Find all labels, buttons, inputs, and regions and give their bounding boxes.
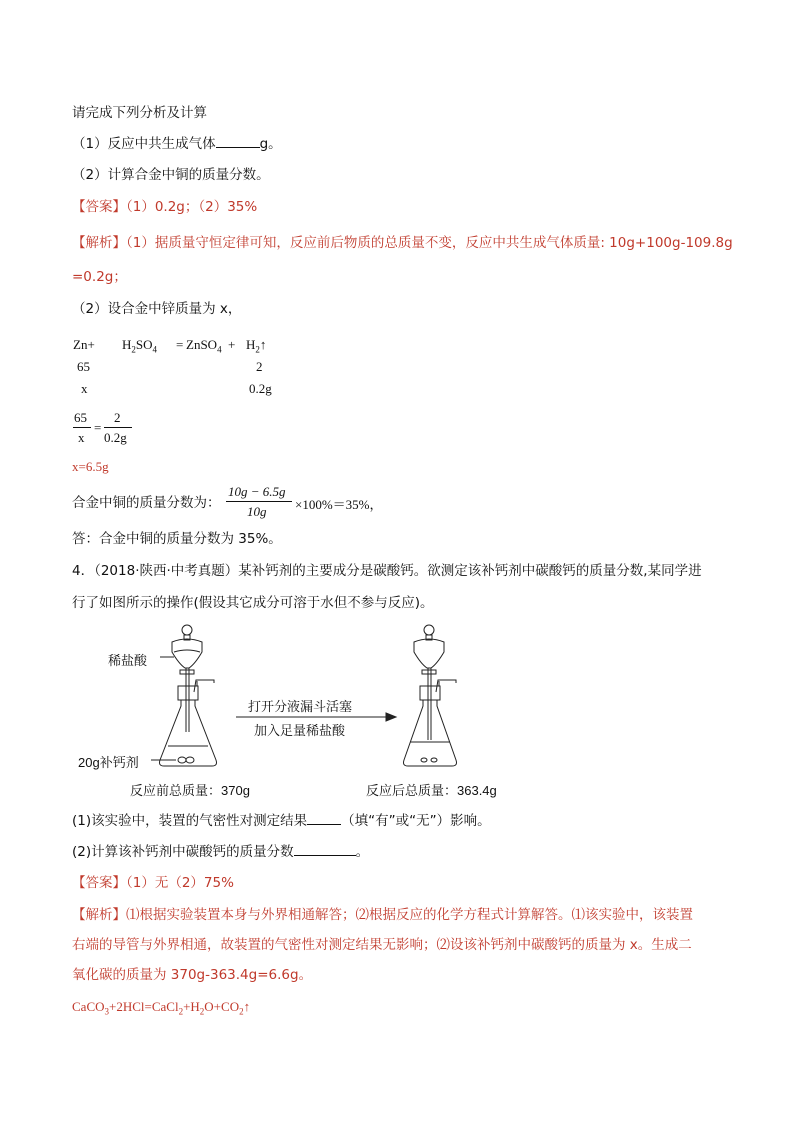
eq-znso4-4: 4 [217, 344, 222, 355]
sub-question-2 [72, 843, 369, 861]
eq-znso4-a: ZnSO [186, 337, 218, 352]
ratio-num2: 2 [114, 410, 121, 425]
sub-question-2-suffix: 。 [355, 844, 370, 860]
left-flask-body [160, 700, 217, 766]
intro-text: 请完成下列分析及计算 [72, 105, 207, 121]
arrow-label-bottom: 加入足量稀盐酸 [254, 723, 346, 738]
step-2-text: （2）设合金中锌质量为 x， [72, 301, 242, 317]
eq-mass-2: 2 [256, 359, 263, 374]
question-1-suffix: g。 [259, 136, 282, 152]
answer-2-text: （1）无（2）75% [126, 875, 234, 891]
fe-b: 3 [104, 1006, 109, 1017]
question-4-line2: 行了如图所示的操作(假设其它成分可溶于水但不参与反应)。 [72, 595, 434, 611]
right-funnel-bulb [414, 639, 444, 668]
right-residue-1 [421, 758, 427, 762]
sub-question-2-prefix: (2)计算该补钙剂中碳酸钙的质量分数 [72, 844, 294, 860]
fe-e: +H [183, 999, 200, 1014]
mass-before: 反应前总质量：370g [130, 783, 250, 798]
analysis-2-line2: 右端的导管与外界相通，故装置的气密性对测定结果无影响；⑵设该补钙剂中碳酸钙的质量为 x。生成二 [72, 937, 692, 953]
analysis-2-text: ⑴根据实验装置本身与外界相通解答；⑵根据反应的化学方程式计算解答。⑴该实验中，该装置 [126, 907, 693, 923]
sub-question-1-suffix: （填“有”或“无”）影响。 [341, 813, 491, 829]
eq-zn: Zn+ [73, 337, 95, 352]
fe-g: O+CO [204, 999, 240, 1014]
eq-plus: + [228, 337, 236, 352]
left-funnel-stopper [182, 625, 192, 635]
fe-i: ↑ [243, 999, 251, 1014]
analysis-text: （1）据质量守恒定律可知，反应前后物质的总质量不变，反应中共生成气体质量: 10g+100g-109.8g [126, 235, 733, 251]
left-funnel-liquid [174, 650, 200, 652]
eq-equals: = [176, 337, 184, 352]
label-sample: 20g补钙剂 [78, 755, 139, 770]
ratio-den1: x [78, 430, 85, 445]
analysis-2-line3: 氧化碳的质量为 370g-363.4g=6.6g。 [72, 967, 313, 983]
copper-suffix: ×100%＝35%， [295, 497, 383, 512]
left-sample-1 [178, 757, 186, 763]
fe-d: 2 [178, 1006, 184, 1017]
analysis-tag: 【解析】 [72, 235, 126, 251]
eq-mass-65: 65 [77, 359, 90, 374]
eq-h2so4-4: 4 [152, 344, 158, 355]
question-2: （2）计算合金中铜的质量分数。 [72, 167, 270, 183]
right-residue-2 [431, 758, 437, 762]
label-acid: 稀盐酸 [108, 653, 148, 668]
answer-line: 答：合金中铜的质量分数为 35%。 [72, 531, 282, 547]
answer-tag: 【答案】 [72, 199, 126, 215]
right-flask-body [404, 700, 457, 766]
right-stopcock [422, 670, 436, 674]
x-result: x=6.5g [72, 459, 109, 474]
copper-prefix: 合金中铜的质量分数为： [72, 495, 221, 511]
eq-h2-h: H [246, 337, 256, 352]
sub-answer-blank-2 [294, 855, 356, 856]
fe-c: +2HCl=CaCl [109, 999, 179, 1014]
copper-den: 10g [247, 504, 267, 519]
ratio-num1: 65 [74, 410, 87, 425]
eq-h2so4-so: SO [135, 337, 153, 352]
sub-answer-blank-1 [307, 824, 341, 825]
eq-mass-x: x [81, 381, 88, 396]
fe-f: 2 [199, 1006, 205, 1017]
analysis-2-line1 [72, 906, 693, 924]
arrow-head [386, 713, 396, 721]
right-flask-apparatus [404, 625, 457, 766]
answer-2-tag: 【答案】 [72, 875, 126, 891]
eq-h2so4-2: 2 [131, 344, 136, 355]
sub-question-1-prefix: (1)该实验中，装置的气密性对测定结果 [72, 813, 308, 829]
copper-num: 10g − 6.5g [228, 484, 286, 499]
fe-a: CaCO [72, 999, 105, 1014]
left-flask-apparatus [151, 625, 217, 766]
left-funnel-bulb [172, 639, 202, 668]
fe-h: 2 [239, 1006, 244, 1017]
answer-2 [72, 874, 234, 892]
eq-mass-02: 0.2g [249, 381, 272, 396]
sub-question-1 [72, 812, 491, 830]
ratio-den2: 0.2g [104, 430, 127, 445]
ratio-eq: = [94, 420, 102, 435]
eq-h2-2: 2 [255, 344, 260, 355]
question-4-line1: 4．（2018·陕西·中考真题）某补钙剂的主要成分是碳酸钙。欲测定该补钙剂中碳酸钙的质量分数,某同学进 [72, 563, 702, 579]
arrow-label-top: 打开分液漏斗活塞 [248, 699, 353, 714]
question-1-prefix: （1）反应中共生成气体 [72, 136, 216, 152]
right-funnel-stopper [424, 625, 434, 635]
analysis-1-line2: =0.2g； [72, 269, 127, 285]
eq-h2-arrow: ↑ [259, 337, 267, 352]
final-equation [72, 998, 250, 1021]
left-sample-2 [186, 757, 194, 763]
eq-h2so4-h: H [122, 337, 132, 352]
answer-text: （1）0.2g；（2）35% [126, 199, 258, 215]
left-stopcock [180, 670, 194, 674]
analysis-2-tag: 【解析】 [72, 907, 126, 923]
mass-after: 反应后总质量：363.4g [366, 783, 497, 798]
